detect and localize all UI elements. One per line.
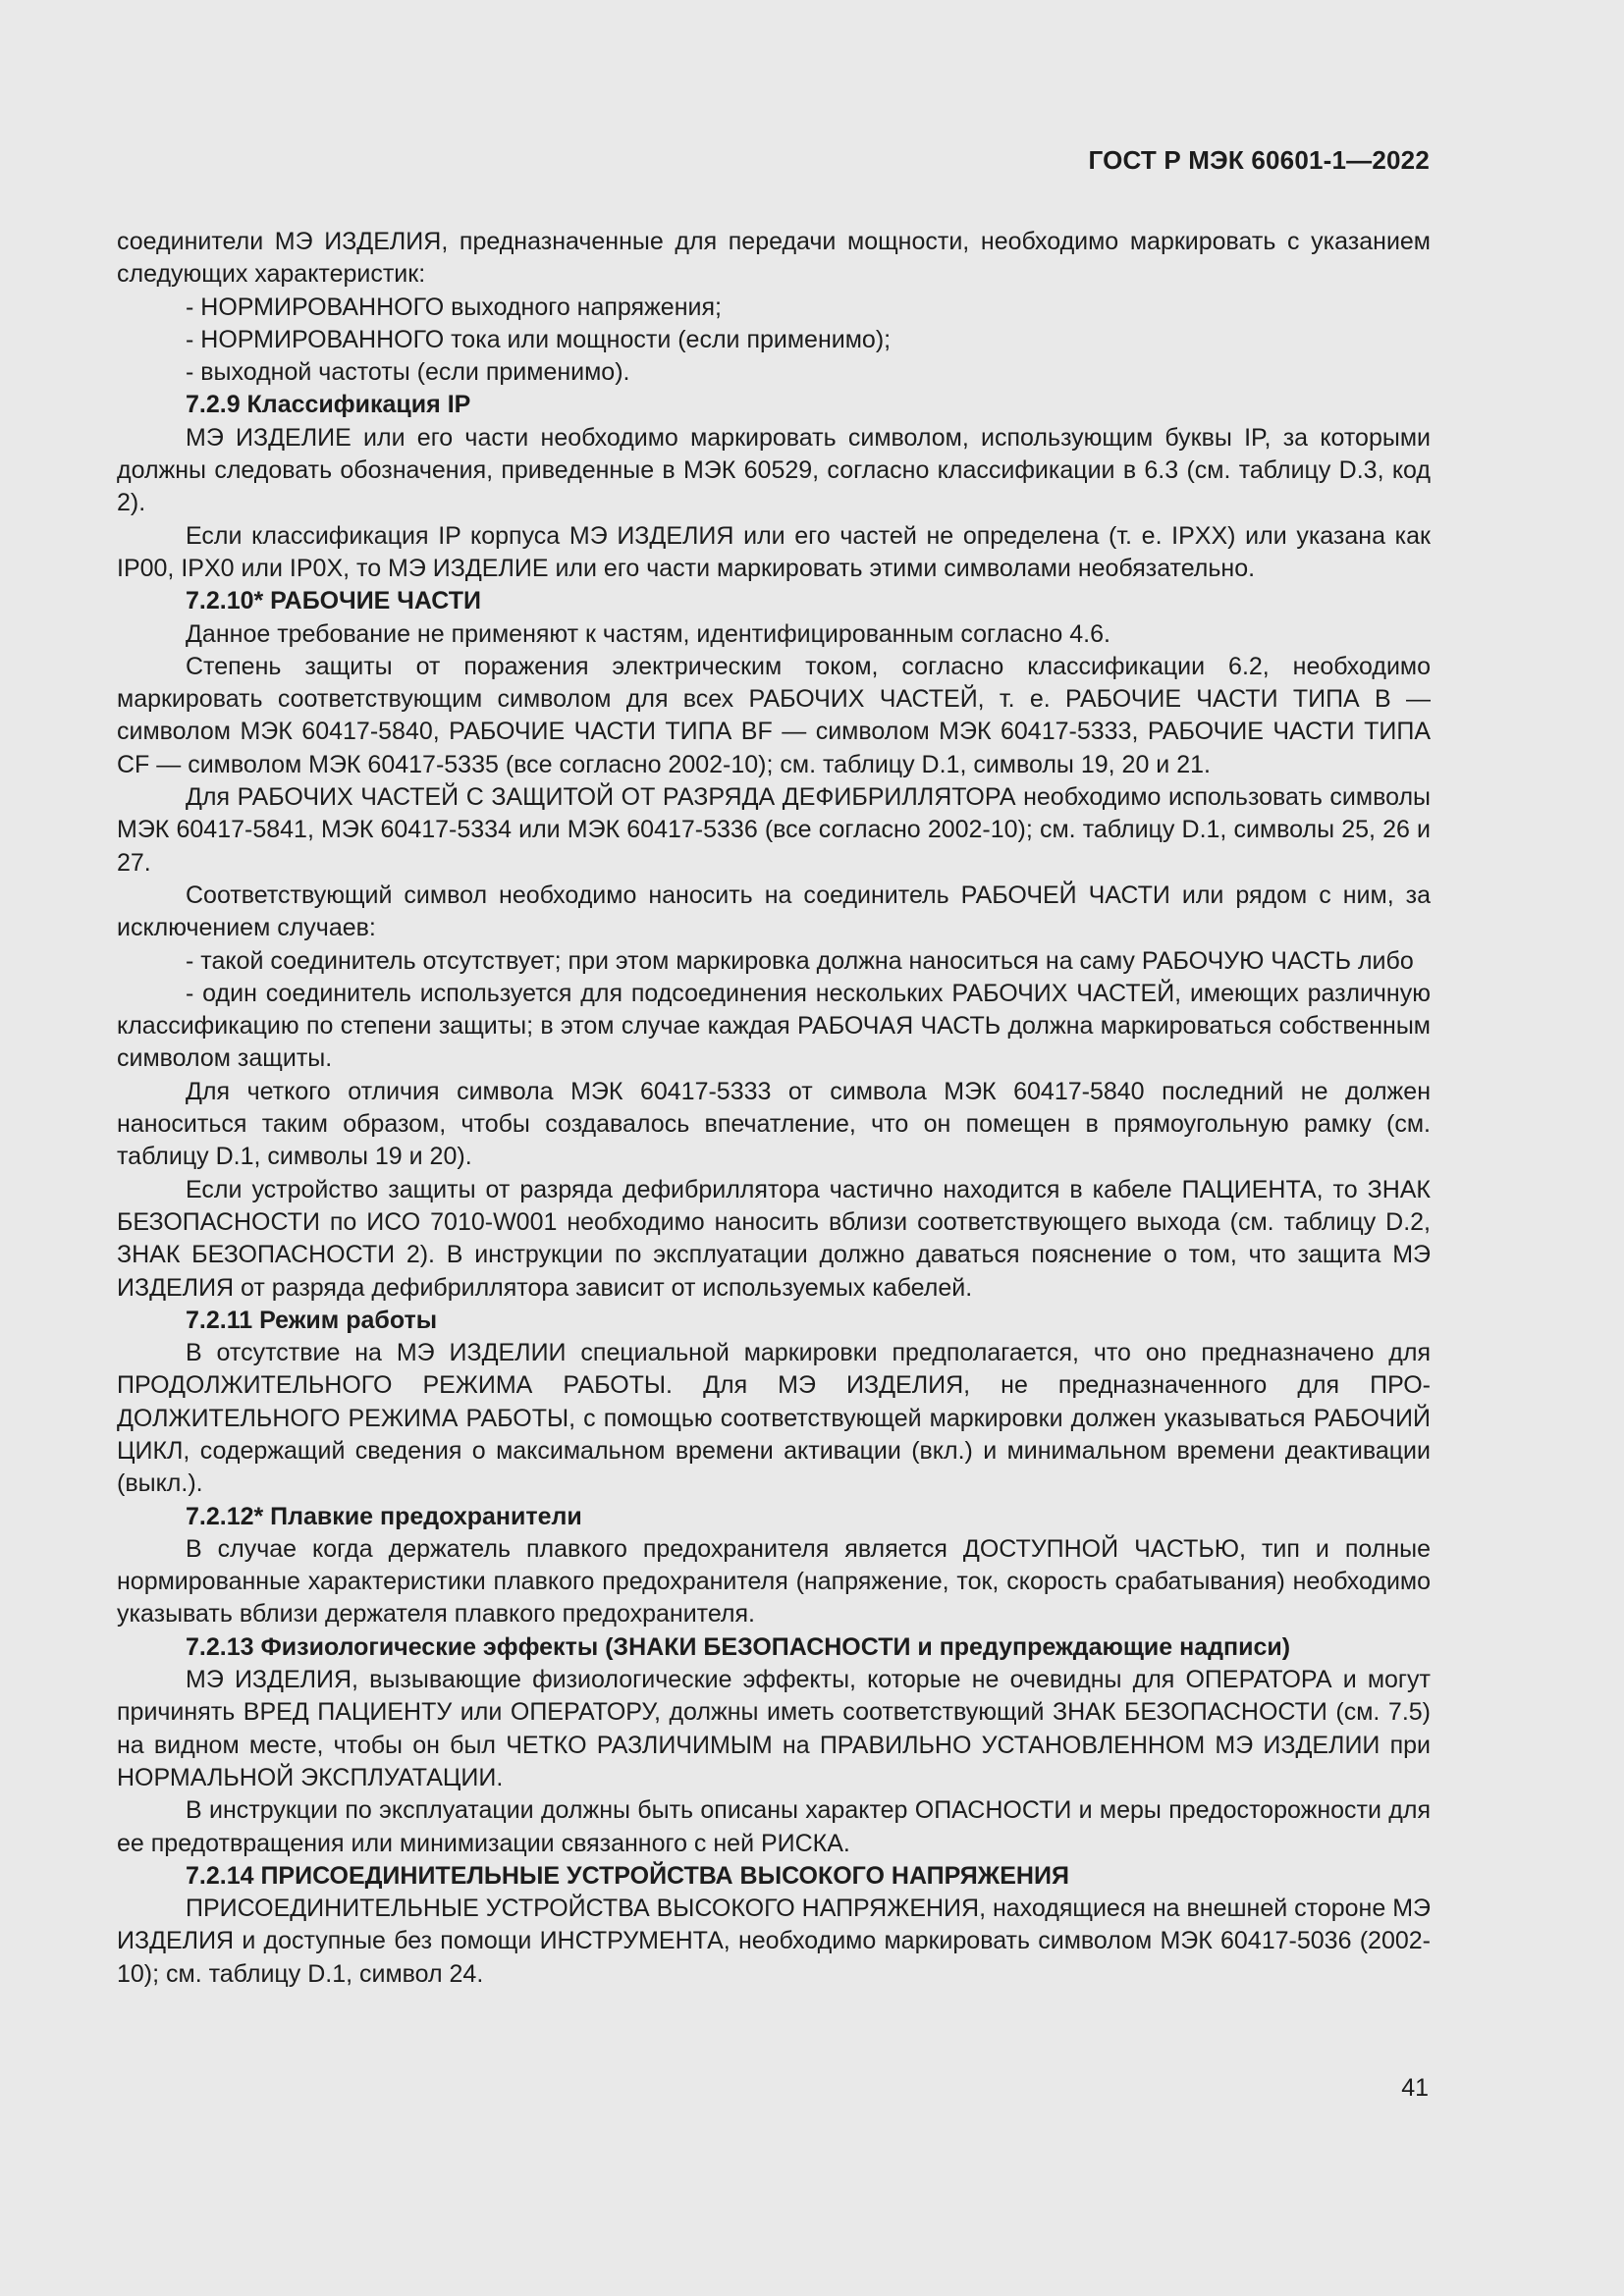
body-paragraph: Для РАБОЧИХ ЧАСТЕЙ С ЗАЩИТОЙ ОТ РАЗРЯДА ДЕФИБРИЛЛЯТОРА необходимо использовать символы МЭК 60417-5841, МЭК 60417-5334 или МЭК 60417-5336 (все согласно 2002-10); см. таблицу D.1, символы 25, 26 и 27. — [117, 783, 1431, 877]
section-heading-7-2-10: 7.2.10* РАБОЧИЕ ЧАСТИ — [186, 587, 481, 615]
page-number: 41 — [1401, 2074, 1429, 2102]
body-paragraph: Степень защиты от поражения электрическим током, согласно классификации 6.2, необходимо маркировать соответствующим символом для всех РАБОЧИХ ЧАСТЕЙ, т. е. РАБОЧИЕ ЧАСТИ ТИПА В — символом МЭК 60417-5840, РАБОЧИЕ ЧАСТИ ТИПА BF — символом МЭК 60417-5333, РАБОЧИЕ ЧАСТИ ТИПА CF — символом МЭК 60417-5335 (все согласно 2002-10); см. таблицу D.1, символы 19, 20 и 21. — [117, 652, 1431, 778]
body-paragraph: Для четкого отличия символа МЭК 60417-5333 от символа МЭК 60417-5840 последний не должен наноситься таким образом, чтобы создавалось впечатление, что он помещен в прямоугольную рамку (см. таблицу D.1, символы 19 и 20). — [117, 1077, 1431, 1171]
body-paragraph: ПРИСОЕДИНИТЕЛЬНЫЕ УСТРОЙСТВА ВЫСОКОГО НАПРЯЖЕНИЯ, находящиеся на внешней стороне МЭ ИЗДЕЛИЯ и доступные без помощи ИНСТРУМЕНТА, необходимо маркировать символом МЭК 60417-5036 (2002-10); см. таблицу D.1, символ 24. — [117, 1895, 1431, 1988]
body-paragraph: МЭ ИЗДЕЛИЯ, вызывающие физиологические эффекты, которые не очевидны для ОПЕРАТОРА и могут причинять ВРЕД ПАЦИЕНТУ или ОПЕРАТОРУ, должны иметь соответствующий ЗНАК БЕЗОПАСНОСТИ (см. 7.5) на видном месте, чтобы он был ЧЕТКО РАЗЛИЧИМЫМ на ПРАВИЛЬНО УСТАНОВЛЕННОМ МЭ ИЗДЕЛИИ при НОРМАЛЬНОЙ ЭКСПЛУАТАЦИИ. — [117, 1666, 1431, 1791]
body-paragraph: Если классификация IP корпуса МЭ ИЗДЕЛИЯ или его частей не определена (т. е. IPXX) или указана как IP00, IPX0 или IP0X, то МЭ ИЗДЕЛИЕ или его части маркировать этими символами необязательно. — [117, 521, 1431, 582]
list-item: - НОРМИРОВАННОГО тока или мощности (если применимо); — [186, 325, 892, 353]
body-paragraph: В инструкции по эксплуатации должны быть описаны характер ОПАСНОСТИ и меры предосторожности для ее предотвращения или минимизации связанного с ней РИСКА. — [117, 1796, 1431, 1857]
body-paragraph: В случае когда держатель плавкого предохранителя является ДОСТУПНОЙ ЧАСТЬЮ, тип и полные нормированные характеристики плавкого предохранителя (напряжение, ток, скорость срабатывания) необходимо указывать вблизи держателя плавкого предохранителя. — [117, 1534, 1431, 1629]
list-item: - НОРМИРОВАННОГО выходного напряжения; — [186, 293, 722, 321]
document-header: ГОСТ Р МЭК 60601-1—2022 — [1088, 145, 1430, 175]
page-body — [117, 226, 1431, 1991]
body-paragraph: МЭ ИЗДЕЛИЕ или его части необходимо маркировать символом, использующим буквы IP, за которыми должны следовать обозначения, приведенные в МЭК 60529, согласно классификации в 6.3 (см. таблицу D.3, код 2). — [117, 423, 1431, 517]
section-heading-7-2-11: 7.2.11 Режим работы — [186, 1306, 438, 1334]
body-paragraph: В отсутствие на МЭ ИЗДЕЛИИ специальной маркировки предполагается, что оно предназначено для ПРОДОЛЖИТЕЛЬНОГО РЕЖИМА РАБОТЫ. Для МЭ ИЗДЕЛИЯ, не предназначенного для ПРОДОЛЖИТЕЛЬНОГО РЕЖИМА РАБОТЫ, с помощью соответствующей маркировки должен указываться РАБОЧИЙ ЦИКЛ, содержащий сведения о максимальном времени активации (вкл.) и минимальном времени деактивации (выкл.). — [117, 1339, 1431, 1498]
section-heading-7-2-12: 7.2.12* Плавкие предохранители — [186, 1502, 582, 1530]
list-item: - выходной частоты (если применимо). — [186, 358, 630, 387]
body-paragraph: Данное требование не применяют к частям, идентифицированным согласно 4.6. — [186, 619, 1110, 648]
body-paragraph: соединители МЭ ИЗДЕЛИЯ, предназначенные для передачи мощности, необходимо маркировать с указанием следующих характеристик: — [117, 228, 1431, 289]
section-heading-7-2-13: 7.2.13 Физиологические эффекты (ЗНАКИ БЕЗОПАСНОСТИ и предупреждающие надписи) — [186, 1632, 1291, 1661]
section-heading-7-2-14: 7.2.14 ПРИСОЕДИНИТЕЛЬНЫЕ УСТРОЙСТВА ВЫСОКОГО НАПРЯЖЕНИЯ — [186, 1861, 1069, 1890]
section-heading-7-2-9: 7.2.9 Классификация IP — [186, 391, 471, 419]
body-paragraph: Если устройство защиты от разряда дефибриллятора частично находится в кабеле ПАЦИЕНТА, то ЗНАК БЕЗОПАСНОСТИ по ИСО 7010-W001 необходимо наносить вблизи соответствующего выхода (см. таблицу D.2, ЗНАК БЕЗОПАСНОСТИ 2). В инструкции по эксплуатации должно даваться пояснение о том, что защита МЭ ИЗДЕЛИЯ от разряда дефибриллятора зависит от используемых кабелей. — [117, 1175, 1431, 1302]
list-item: - один соединитель используется для подсоединения нескольких РАБОЧИХ ЧАСТЕЙ, имеющих различную классификацию по степени защиты; в этом случае каждая РАБОЧАЯ ЧАСТЬ должна маркироваться собственным символом защиты. — [117, 979, 1431, 1073]
body-paragraph: Соответствующий символ необходимо наносить на соединитель РАБОЧЕЙ ЧАСТИ или рядом с ним, за исключением случаев: — [117, 881, 1431, 942]
list-item: - такой соединитель отсутствует; при этом маркировка должна наноситься на саму РАБОЧУЮ ЧАСТЬ либо — [186, 946, 1414, 975]
